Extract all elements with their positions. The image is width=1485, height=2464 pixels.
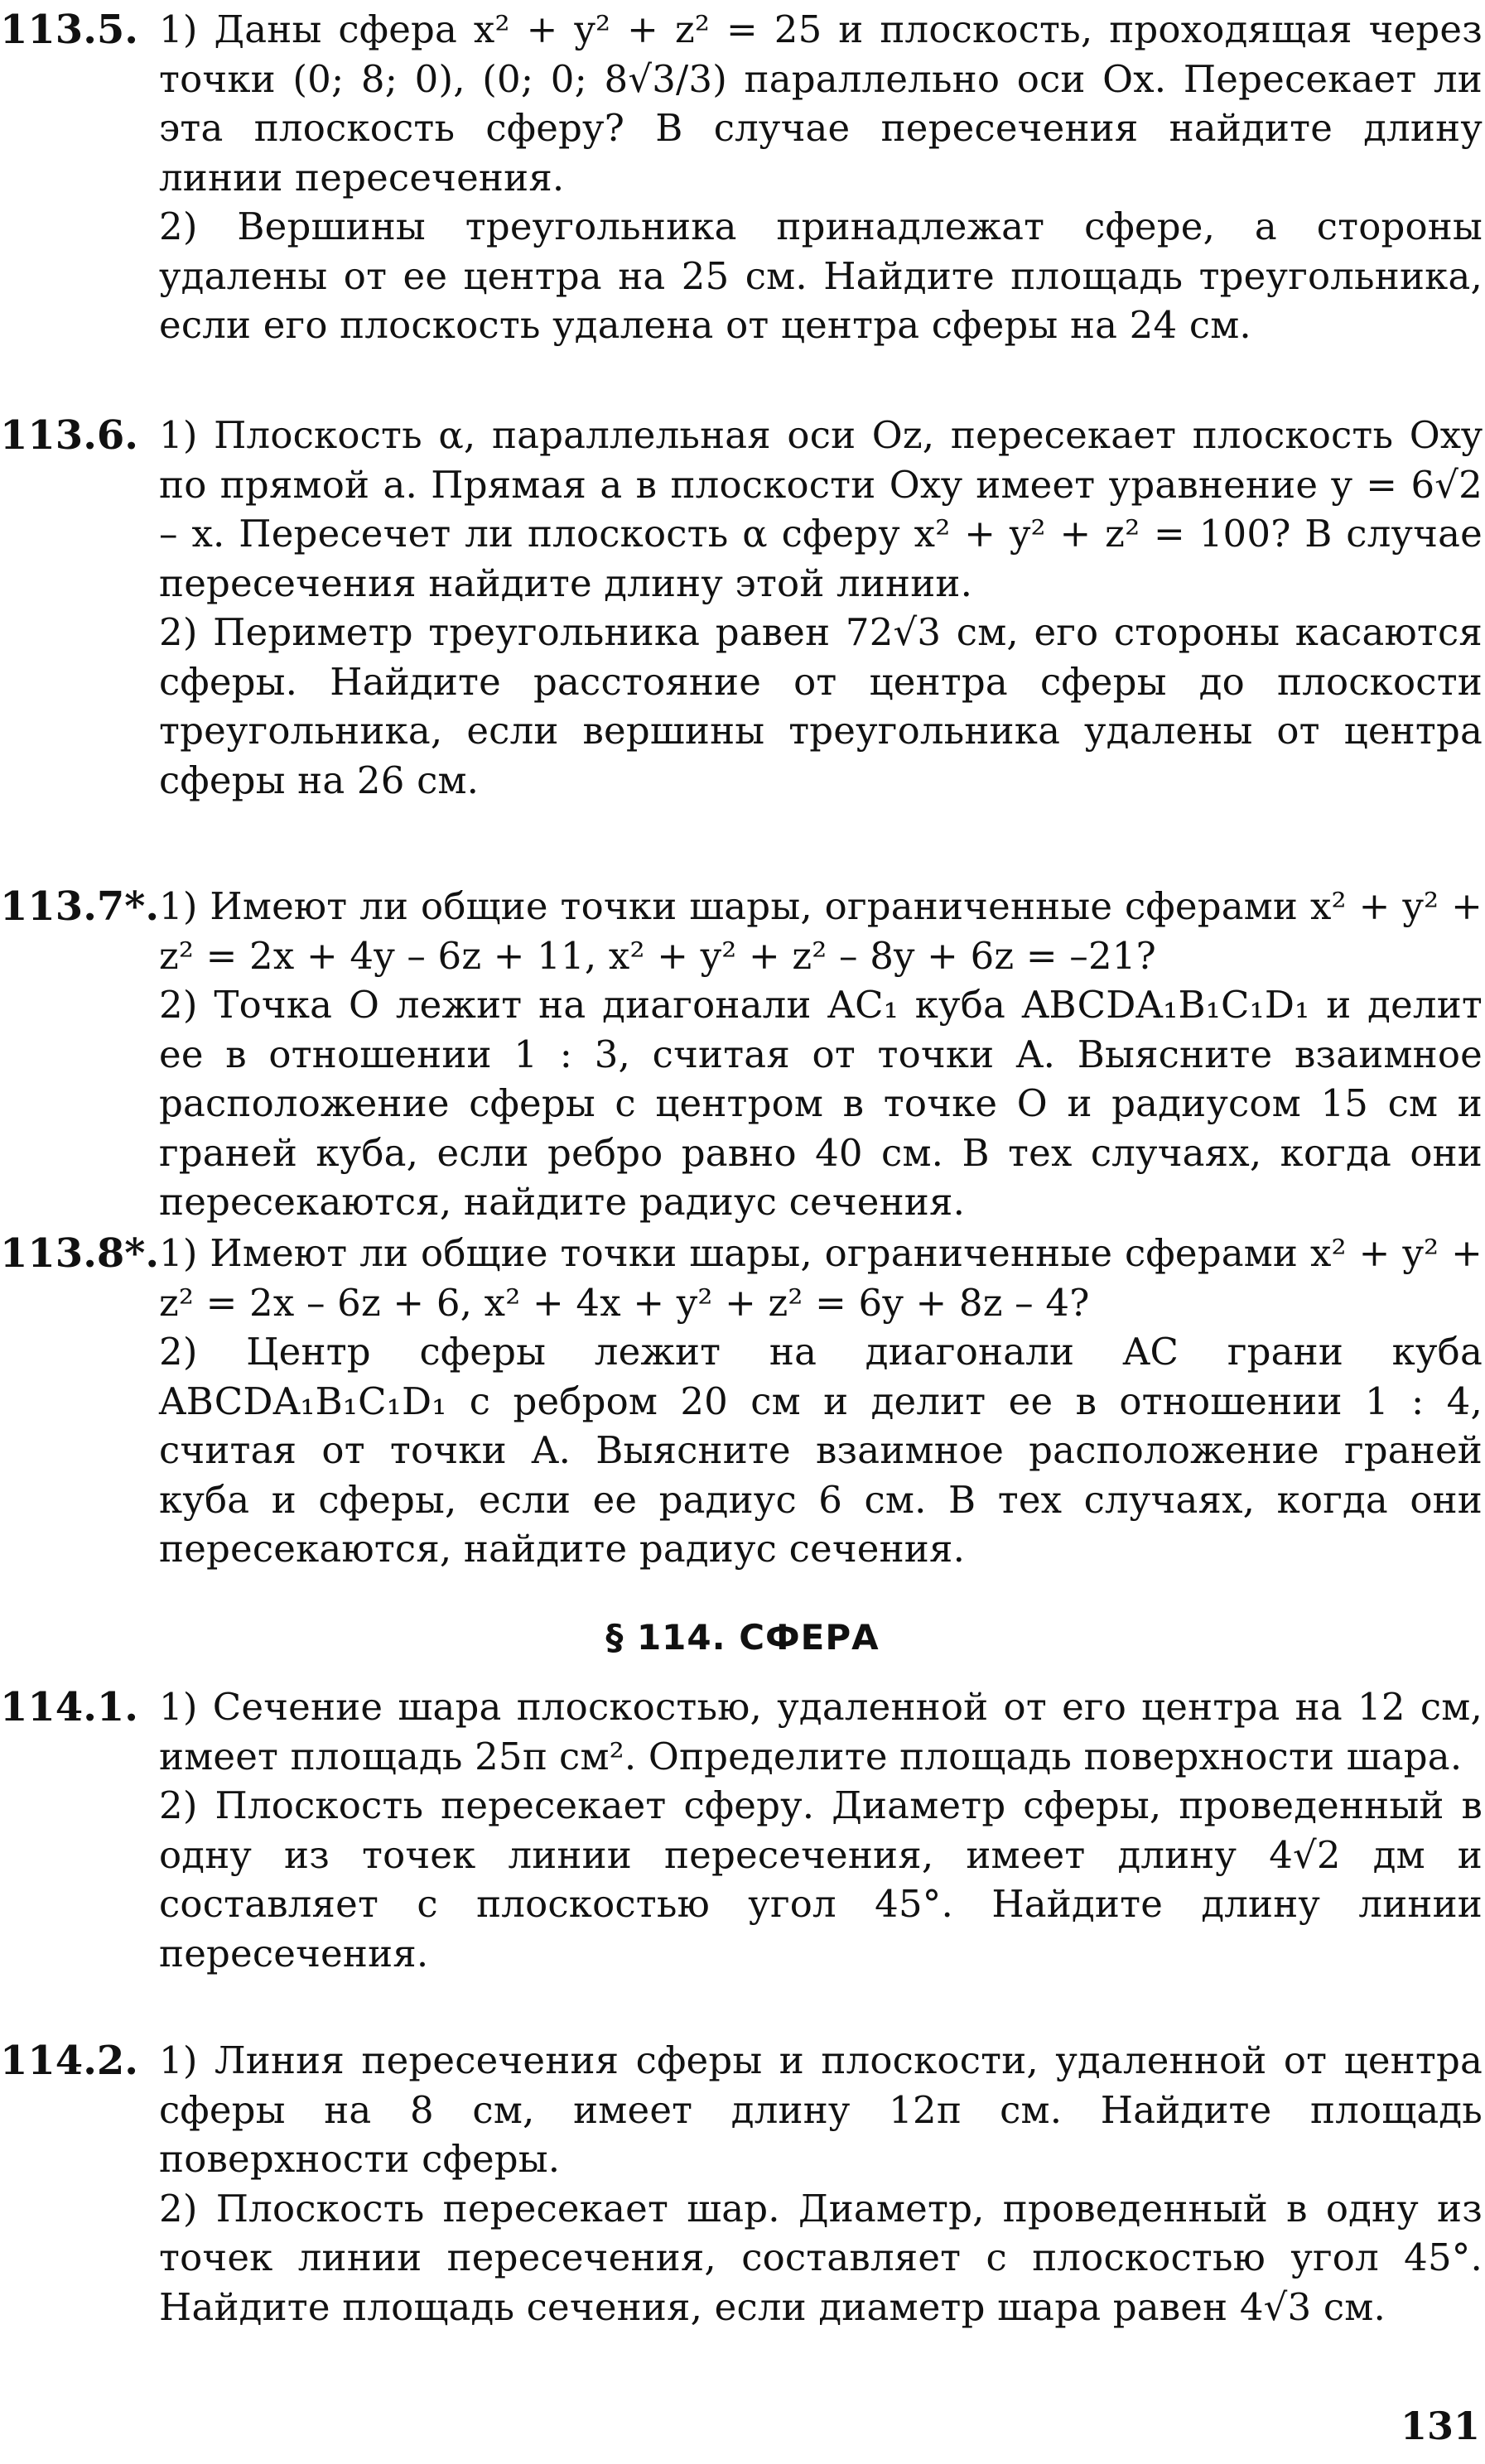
problem-number: 113.7*. [0, 883, 160, 930]
problem-part-2: 2) Центр сферы лежит на диагонали AC грани куба ABCDA₁B₁C₁D₁ с ребром 20 см и делит ее в отношении 1 : 4, считая от точки A. Выясните взаимное расположение граней куба и сферы, если ее радиус 6 см. В тех случаях, когда они пересекаются, найдите радиус сечения. [159, 1330, 1483, 1571]
problem-part-2: 2) Плоскость пересекает шар. Диаметр, проведенный в одну из точек линии пересечения, составляет с плоскостью угол 45°. Найдите площадь сечения, если диаметр шара равен 4√3 см. [159, 2186, 1483, 2329]
problem-part-2: 2) Точка O лежит на диагонали AC₁ куба ABCDA₁B₁C₁D₁ и делит ее в отношении 1 : 3, считая от точки A. Выясните взаимное расположение сферы с центром в точке O и радиусом 15 см и граней куба, если ребро равно 40 см. В тех случаях, когда они пересекаются, найдите радиус сечения. [159, 983, 1483, 1224]
problem-number: 113.6. [0, 412, 139, 459]
problem-part-2: 2) Вершины треугольника принадлежат сфере, а стороны удалены от ее центра на 25 см. Найдите площадь треугольника, если его плоскость удалена от центра сферы на 24 см. [159, 205, 1483, 347]
problem-number: 114.2. [0, 2038, 139, 2084]
page-number: 131 [1400, 2404, 1480, 2448]
problem-part-1: 1) Имеют ли общие точки шары, ограниченные сферами x² + y² + z² = 2x + 4y – 6z + 11, x² + y² + z² – 8y + 6z = –21? [159, 884, 1483, 978]
problem-part-2: 2) Периметр треугольника равен 72√3 см, его стороны касаются сферы. Найдите расстояние от центра сферы до плоскости треугольника, если вершины треугольника удалены от центра сферы на 26 см. [159, 610, 1483, 802]
problem-body [159, 882, 1483, 1227]
section-title: § 114. СФЕРА [605, 1617, 880, 1658]
problem-body [159, 411, 1483, 805]
problem-body [159, 2036, 1483, 2332]
problem-number: 113.8*. [0, 1230, 160, 1277]
problem-part-2: 2) Плоскость пересекает сферу. Диаметр сферы, проведенный в одну из точек линии пересечения, имеет длину 4√2 дм и составляет с плоскостью угол 45°. Найдите длину линии пересечения. [159, 1783, 1483, 1976]
problem-part-1: 1) Сечение шара плоскостью, удаленной от его центра на 12 см, имеет площадь 25π см². Определите площадь поверхности шара. [159, 1685, 1483, 1778]
problem-number: 113.5. [0, 7, 139, 53]
problem-part-1: 1) Линия пересечения сферы и плоскости, удаленной от центра сферы на 8 см, имеет длину 12π см. Найдите площадь поверхности сферы. [159, 2038, 1483, 2181]
problem-body [159, 5, 1483, 350]
problem-part-1: 1) Имеют ли общие точки шары, ограниченные сферами x² + y² + z² = 2x – 6z + 6, x² + 4x + y² + z² = 6y + 8z – 4? [159, 1231, 1483, 1325]
problem-body [159, 1682, 1483, 1978]
problem-part-1: 1) Плоскость α, параллельная оси Oz, пересекает плоскость Oxy по прямой a. Прямая a в плоскости Oxy имеет уравнение y = 6√2 – x. Пересечет ли плоскость α сферу x² + y² + z² = 100? В случае пересечения найдите длину этой линии. [159, 413, 1483, 605]
problem-number: 114.1. [0, 1684, 139, 1730]
problem-body [159, 1229, 1483, 1574]
problem-part-1: 1) Даны сфера x² + y² + z² = 25 и плоскость, проходящая через точки (0; 8; 0), (0; 0; 8√3/3) параллельно оси Ox. Пересекает ли эта плоскость сферу? В случае пересечения найдите длину линии пересечения. [159, 7, 1483, 200]
